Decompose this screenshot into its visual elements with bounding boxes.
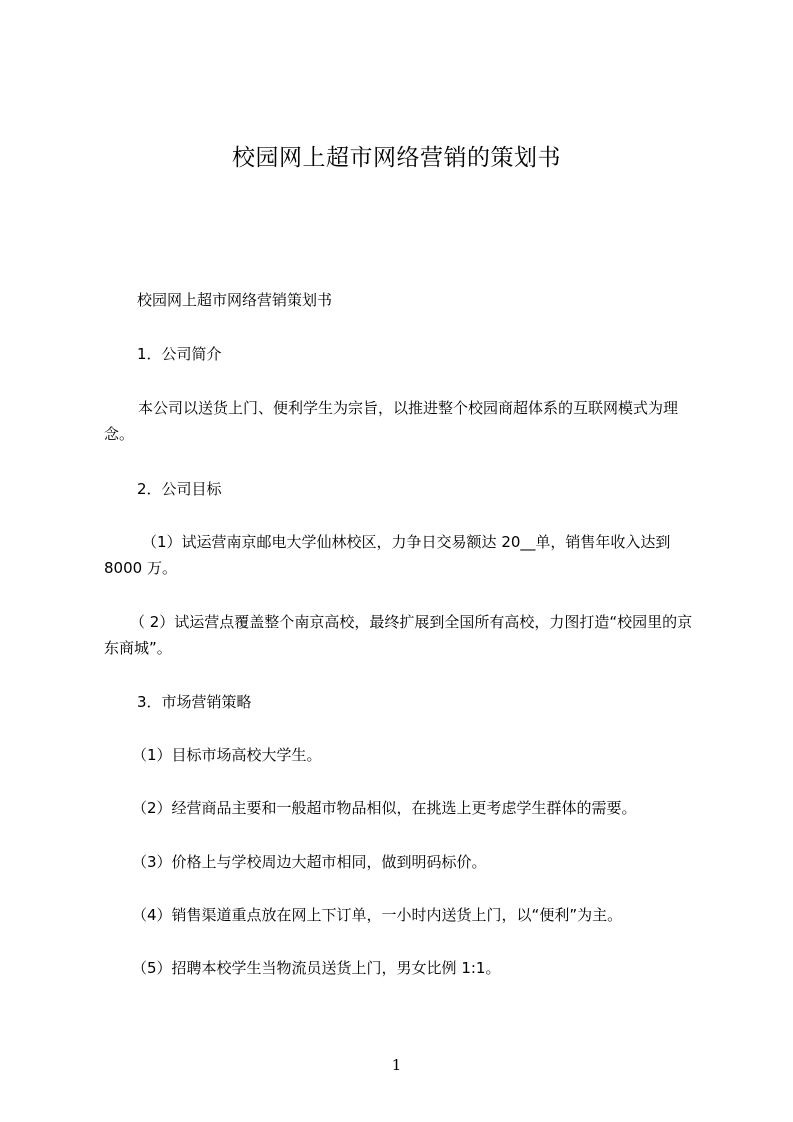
section-heading-marketing-strategy: 3．市场营销策略 [137, 693, 252, 711]
paragraph-goal-2: （ 2）试运营点覆盖整个南京高校，最终扩展到全国所有高校，力图打造“校园里的京东商城”。 [104, 613, 693, 657]
paragraph-strategy-5: （5）招聘本校学生当物流员送货上门，男女比例 1:1。 [132, 959, 501, 977]
section-heading-company-goals: 2．公司目标 [137, 480, 222, 498]
paragraph-strategy-2: （2）经营商品主要和一般超市物品相似，在挑选上更考虑学生群体的需要。 [132, 799, 637, 817]
document-title: 校园网上超市网络营销的策划书 [232, 145, 561, 171]
paragraph-strategy-1: （1）目标市场高校大学生。 [132, 746, 322, 764]
paragraph-company-intro: 本公司以送货上门、便利学生为宗旨，以推进整个校园商超体系的互联网模式为理念。 [104, 399, 679, 443]
paragraph-strategy-4: （4）销售渠道重点放在网上下订单，一小时内送货上门，以“便利”为主。 [132, 906, 623, 924]
document-subtitle: 校园网上超市网络营销策划书 [137, 291, 333, 309]
section-heading-company-intro: 1．公司简介 [137, 345, 222, 363]
paragraph-strategy-3: （3）价格上与学校周边大超市相同，做到明码标价。 [132, 853, 487, 871]
page-number: 1 [391, 1056, 402, 1074]
paragraph-goal-1: （1）试运营南京邮电大学仙林校区，力争日交易额达 20__单，销售年收入达到 8000 万。 [104, 533, 671, 577]
